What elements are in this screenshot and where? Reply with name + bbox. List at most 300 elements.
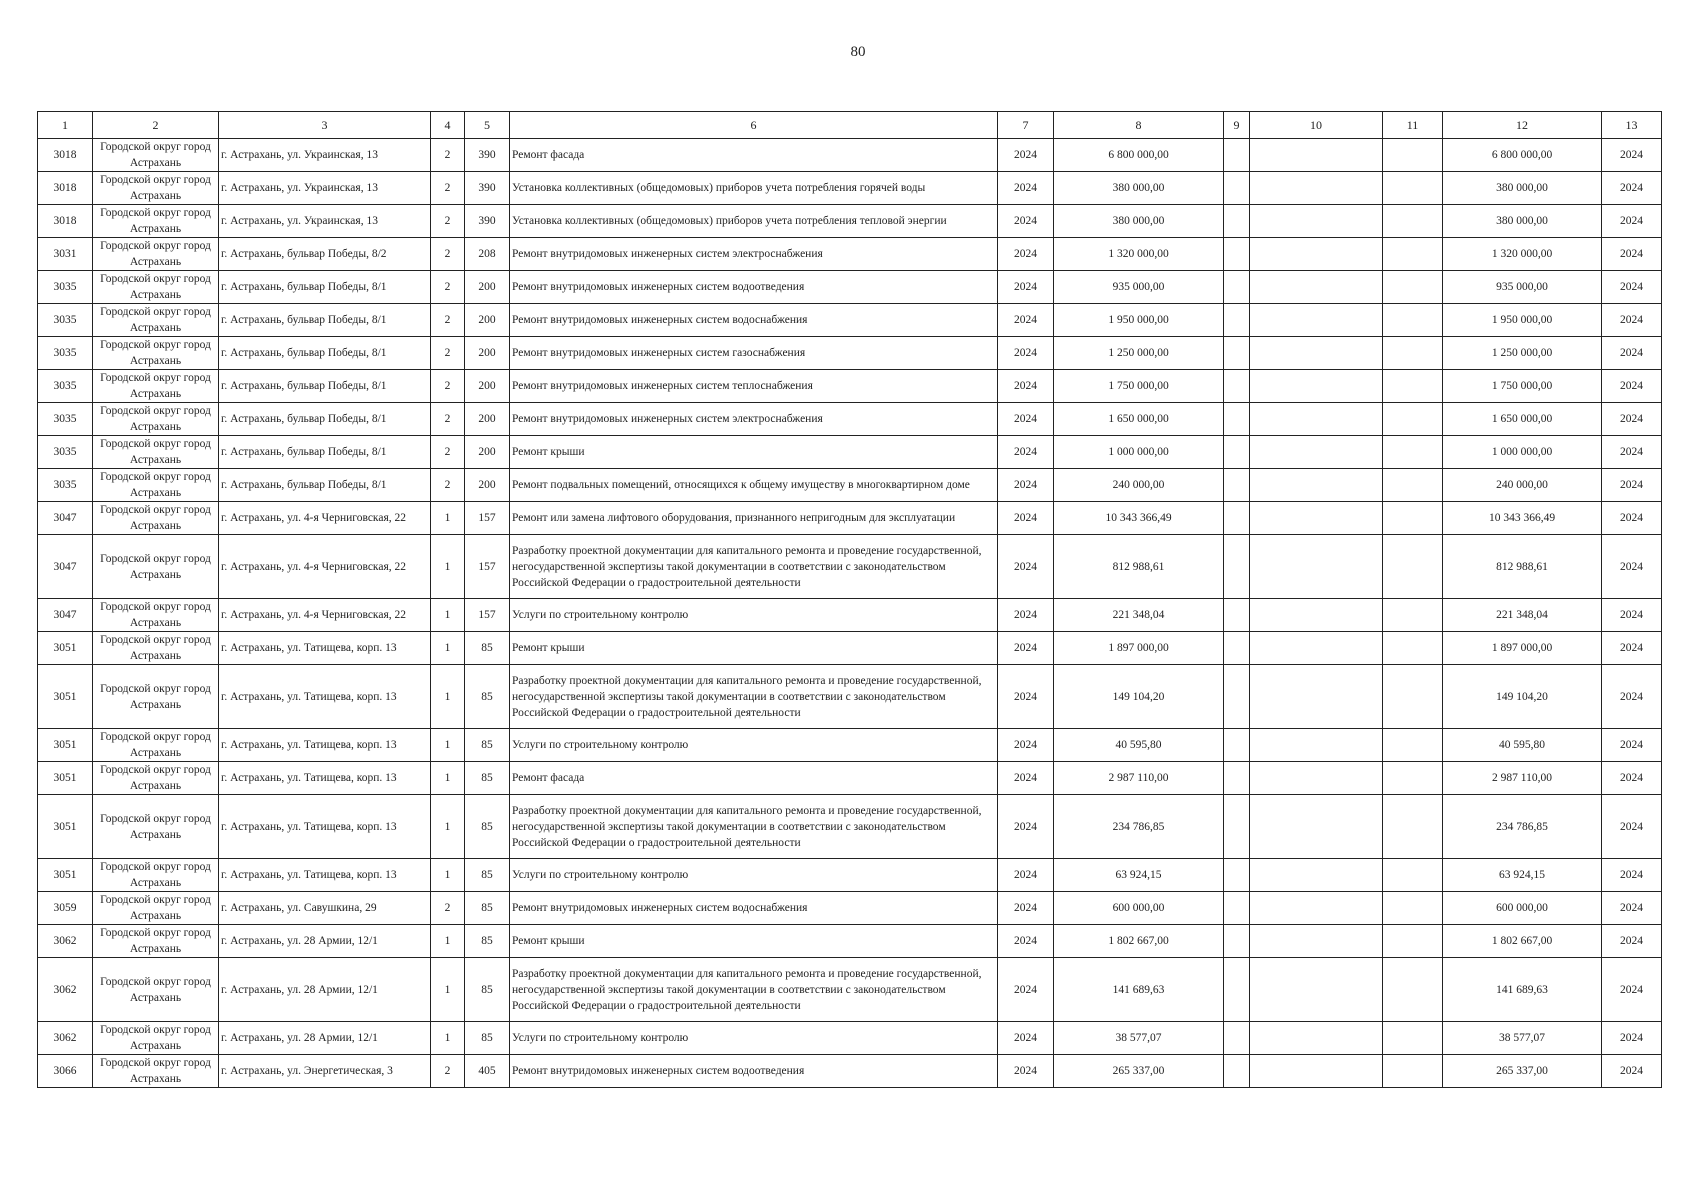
col11-cell: [1383, 403, 1443, 436]
house-id-cell: 3035: [38, 304, 93, 337]
total-cell: 1 802 667,00: [1443, 925, 1602, 958]
col-header: 12: [1443, 112, 1602, 139]
end-year-cell: 2024: [1602, 925, 1662, 958]
cost-cell: 1 650 000,00: [1054, 403, 1224, 436]
work-type-cell: Ремонт внутридомовых инженерных систем водоснабжения: [510, 892, 998, 925]
col10-cell: [1250, 795, 1383, 859]
year-cell: 2024: [998, 469, 1054, 502]
year-cell: 2024: [998, 859, 1054, 892]
col9-cell: [1224, 599, 1250, 632]
col11-cell: [1383, 271, 1443, 304]
address-cell: г. Астрахань, ул. Татищева, корп. 13: [219, 665, 431, 729]
cost-cell: 265 337,00: [1054, 1055, 1224, 1088]
municipality-cell: Городской округ город Астрахань: [93, 139, 219, 172]
cost-cell: 6 800 000,00: [1054, 139, 1224, 172]
cost-cell: 141 689,63: [1054, 958, 1224, 1022]
work-type-cell: Ремонт внутридомовых инженерных систем водоснабжения: [510, 304, 998, 337]
total-cell: 812 988,61: [1443, 535, 1602, 599]
address-cell: г. Астрахань, ул. Украинская, 13: [219, 172, 431, 205]
municipality-cell: Городской округ город Астрахань: [93, 599, 219, 632]
year-cell: 2024: [998, 172, 1054, 205]
cost-cell: 1 000 000,00: [1054, 436, 1224, 469]
table-row: [38, 599, 1662, 632]
table-row: [38, 436, 1662, 469]
work-type-cell: Ремонт внутридомовых инженерных систем электроснабжения: [510, 238, 998, 271]
house-id-cell: 3035: [38, 337, 93, 370]
total-cell: 1 250 000,00: [1443, 337, 1602, 370]
end-year-cell: 2024: [1602, 762, 1662, 795]
house-id-cell: 3062: [38, 925, 93, 958]
col9-cell: [1224, 762, 1250, 795]
house-id-cell: 3051: [38, 762, 93, 795]
year-cell: 2024: [998, 1022, 1054, 1055]
col10-cell: [1250, 337, 1383, 370]
year-cell: 2024: [998, 337, 1054, 370]
total-cell: 380 000,00: [1443, 205, 1602, 238]
house-id-cell: 3035: [38, 370, 93, 403]
table-row: [38, 1055, 1662, 1088]
table-row: [38, 139, 1662, 172]
col11-cell: [1383, 370, 1443, 403]
work-type-cell: Ремонт внутридомовых инженерных систем электроснабжения: [510, 403, 998, 436]
year-cell: 2024: [998, 632, 1054, 665]
area-cell: 85: [465, 958, 510, 1022]
col11-cell: [1383, 304, 1443, 337]
table-row: [38, 762, 1662, 795]
municipality-cell: Городской округ город Астрахань: [93, 1055, 219, 1088]
address-cell: г. Астрахань, бульвар Победы, 8/2: [219, 238, 431, 271]
address-cell: г. Астрахань, ул. Татищева, корп. 13: [219, 632, 431, 665]
end-year-cell: 2024: [1602, 859, 1662, 892]
col9-cell: [1224, 535, 1250, 599]
page-number: 80: [850, 44, 866, 60]
col9-cell: [1224, 859, 1250, 892]
municipality-cell: Городской округ город Астрахань: [93, 859, 219, 892]
col11-cell: [1383, 665, 1443, 729]
col9-cell: [1224, 892, 1250, 925]
col10-cell: [1250, 925, 1383, 958]
col10-cell: [1250, 436, 1383, 469]
work-type-cell: Разработку проектной документации для капитального ремонта и проведение государственной, негосударственной экспертизы такой документации в соответствии с законодательством Российской Федерации о градостроительной деятельности: [510, 665, 998, 729]
year-cell: 2024: [998, 762, 1054, 795]
cost-cell: 935 000,00: [1054, 271, 1224, 304]
cost-cell: 38 577,07: [1054, 1022, 1224, 1055]
col9-cell: [1224, 304, 1250, 337]
address-cell: г. Астрахань, ул. Украинская, 13: [219, 139, 431, 172]
col10-cell: [1250, 271, 1383, 304]
house-id-cell: 3062: [38, 1022, 93, 1055]
address-cell: г. Астрахань, ул. 28 Армии, 12/1: [219, 925, 431, 958]
municipality-cell: Городской округ город Астрахань: [93, 535, 219, 599]
col11-cell: [1383, 925, 1443, 958]
floors-cell: 2: [431, 337, 465, 370]
address-cell: г. Астрахань, ул. 28 Армии, 12/1: [219, 1022, 431, 1055]
end-year-cell: 2024: [1602, 403, 1662, 436]
address-cell: г. Астрахань, бульвар Победы, 8/1: [219, 469, 431, 502]
col-header: 3: [219, 112, 431, 139]
municipality-cell: Городской округ город Астрахань: [93, 665, 219, 729]
end-year-cell: 2024: [1602, 502, 1662, 535]
col11-cell: [1383, 632, 1443, 665]
col10-cell: [1250, 892, 1383, 925]
floors-cell: 2: [431, 1055, 465, 1088]
year-cell: 2024: [998, 238, 1054, 271]
total-cell: 40 595,80: [1443, 729, 1602, 762]
address-cell: г. Астрахань, ул. 4-я Черниговская, 22: [219, 535, 431, 599]
col9-cell: [1224, 1022, 1250, 1055]
cost-cell: 380 000,00: [1054, 205, 1224, 238]
floors-cell: 1: [431, 729, 465, 762]
end-year-cell: 2024: [1602, 469, 1662, 502]
area-cell: 390: [465, 172, 510, 205]
address-cell: г. Астрахань, бульвар Победы, 8/1: [219, 271, 431, 304]
floors-cell: 1: [431, 925, 465, 958]
area-cell: 85: [465, 729, 510, 762]
address-cell: г. Астрахань, бульвар Победы, 8/1: [219, 370, 431, 403]
area-cell: 85: [465, 925, 510, 958]
house-id-cell: 3062: [38, 958, 93, 1022]
col10-cell: [1250, 1055, 1383, 1088]
house-id-cell: 3051: [38, 665, 93, 729]
col-header: 9: [1224, 112, 1250, 139]
total-cell: 1 897 000,00: [1443, 632, 1602, 665]
col11-cell: [1383, 729, 1443, 762]
address-cell: г. Астрахань, ул. Савушкина, 29: [219, 892, 431, 925]
area-cell: 200: [465, 271, 510, 304]
house-id-cell: 3047: [38, 535, 93, 599]
cost-cell: 380 000,00: [1054, 172, 1224, 205]
end-year-cell: 2024: [1602, 304, 1662, 337]
col11-cell: [1383, 599, 1443, 632]
col9-cell: [1224, 172, 1250, 205]
year-cell: 2024: [998, 271, 1054, 304]
floors-cell: 2: [431, 370, 465, 403]
house-id-cell: 3031: [38, 238, 93, 271]
col-header: 4: [431, 112, 465, 139]
cost-cell: 1 750 000,00: [1054, 370, 1224, 403]
municipality-cell: Городской округ город Астрахань: [93, 337, 219, 370]
col11-cell: [1383, 139, 1443, 172]
table-row: [38, 403, 1662, 436]
table-row: [38, 632, 1662, 665]
total-cell: 1 650 000,00: [1443, 403, 1602, 436]
area-cell: 85: [465, 859, 510, 892]
municipality-cell: Городской округ город Астрахань: [93, 502, 219, 535]
col10-cell: [1250, 502, 1383, 535]
area-cell: 200: [465, 469, 510, 502]
table-row: [38, 271, 1662, 304]
end-year-cell: 2024: [1602, 238, 1662, 271]
area-cell: 200: [465, 337, 510, 370]
header-row: [38, 112, 1662, 139]
table-row: [38, 370, 1662, 403]
col9-cell: [1224, 632, 1250, 665]
cost-cell: 1 897 000,00: [1054, 632, 1224, 665]
floors-cell: 2: [431, 304, 465, 337]
municipality-cell: Городской округ город Астрахань: [93, 304, 219, 337]
area-cell: 200: [465, 436, 510, 469]
work-type-cell: Ремонт внутридомовых инженерных систем водоотведения: [510, 1055, 998, 1088]
col10-cell: [1250, 403, 1383, 436]
col9-cell: [1224, 337, 1250, 370]
cost-cell: 149 104,20: [1054, 665, 1224, 729]
col10-cell: [1250, 958, 1383, 1022]
work-type-cell: Ремонт крыши: [510, 925, 998, 958]
table-row: [38, 238, 1662, 271]
end-year-cell: 2024: [1602, 370, 1662, 403]
year-cell: 2024: [998, 436, 1054, 469]
col9-cell: [1224, 729, 1250, 762]
cost-cell: 2 987 110,00: [1054, 762, 1224, 795]
table-row: [38, 892, 1662, 925]
municipality-cell: Городской округ город Астрахань: [93, 469, 219, 502]
year-cell: 2024: [998, 304, 1054, 337]
col9-cell: [1224, 925, 1250, 958]
address-cell: г. Астрахань, ул. 28 Армии, 12/1: [219, 958, 431, 1022]
house-id-cell: 3066: [38, 1055, 93, 1088]
house-id-cell: 3035: [38, 436, 93, 469]
col11-cell: [1383, 535, 1443, 599]
col10-cell: [1250, 205, 1383, 238]
work-type-cell: Ремонт внутридомовых инженерных систем теплоснабжения: [510, 370, 998, 403]
area-cell: 85: [465, 632, 510, 665]
house-id-cell: 3059: [38, 892, 93, 925]
col10-cell: [1250, 665, 1383, 729]
cost-cell: 10 343 366,49: [1054, 502, 1224, 535]
year-cell: 2024: [998, 795, 1054, 859]
work-type-cell: Разработку проектной документации для капитального ремонта и проведение государственной, негосударственной экспертизы такой документации в соответствии с законодательством Российской Федерации о градостроительной деятельности: [510, 958, 998, 1022]
municipality-cell: Городской округ город Астрахань: [93, 795, 219, 859]
table-row: [38, 925, 1662, 958]
floors-cell: 1: [431, 632, 465, 665]
col10-cell: [1250, 1022, 1383, 1055]
address-cell: г. Астрахань, бульвар Победы, 8/1: [219, 304, 431, 337]
municipality-cell: Городской округ город Астрахань: [93, 632, 219, 665]
floors-cell: 1: [431, 502, 465, 535]
total-cell: 2 987 110,00: [1443, 762, 1602, 795]
end-year-cell: 2024: [1602, 436, 1662, 469]
total-cell: 63 924,15: [1443, 859, 1602, 892]
floors-cell: 2: [431, 436, 465, 469]
col9-cell: [1224, 665, 1250, 729]
col10-cell: [1250, 535, 1383, 599]
col10-cell: [1250, 370, 1383, 403]
work-type-cell: Разработку проектной документации для капитального ремонта и проведение государственной, негосударственной экспертизы такой документации в соответствии с законодательством Российской Федерации о градостроительной деятельности: [510, 535, 998, 599]
cost-cell: 63 924,15: [1054, 859, 1224, 892]
municipality-cell: Городской округ город Астрахань: [93, 1022, 219, 1055]
area-cell: 200: [465, 304, 510, 337]
work-type-cell: Установка коллективных (общедомовых) приборов учета потребления тепловой энергии: [510, 205, 998, 238]
year-cell: 2024: [998, 892, 1054, 925]
col10-cell: [1250, 729, 1383, 762]
end-year-cell: 2024: [1602, 205, 1662, 238]
work-type-cell: Установка коллективных (общедомовых) приборов учета потребления горячей воды: [510, 172, 998, 205]
col11-cell: [1383, 958, 1443, 1022]
area-cell: 200: [465, 370, 510, 403]
capital-repair-table: [37, 111, 1662, 1088]
col-header: 2: [93, 112, 219, 139]
col11-cell: [1383, 502, 1443, 535]
floors-cell: 2: [431, 205, 465, 238]
work-type-cell: Ремонт крыши: [510, 436, 998, 469]
col11-cell: [1383, 1022, 1443, 1055]
municipality-cell: Городской округ город Астрахань: [93, 403, 219, 436]
table-row: [38, 795, 1662, 859]
col9-cell: [1224, 271, 1250, 304]
address-cell: г. Астрахань, ул. 4-я Черниговская, 22: [219, 599, 431, 632]
cost-cell: 600 000,00: [1054, 892, 1224, 925]
address-cell: г. Астрахань, ул. Энергетическая, 3: [219, 1055, 431, 1088]
area-cell: 157: [465, 599, 510, 632]
work-type-cell: Услуги по строительному контролю: [510, 859, 998, 892]
col10-cell: [1250, 139, 1383, 172]
year-cell: 2024: [998, 502, 1054, 535]
house-id-cell: 3051: [38, 729, 93, 762]
work-type-cell: Услуги по строительному контролю: [510, 599, 998, 632]
floors-cell: 1: [431, 795, 465, 859]
municipality-cell: Городской округ город Астрахань: [93, 271, 219, 304]
work-type-cell: Ремонт крыши: [510, 632, 998, 665]
year-cell: 2024: [998, 370, 1054, 403]
floors-cell: 2: [431, 403, 465, 436]
col9-cell: [1224, 436, 1250, 469]
floors-cell: 1: [431, 1022, 465, 1055]
col9-cell: [1224, 238, 1250, 271]
municipality-cell: Городской округ город Астрахань: [93, 958, 219, 1022]
work-type-cell: Ремонт внутридомовых инженерных систем водоотведения: [510, 271, 998, 304]
year-cell: 2024: [998, 535, 1054, 599]
municipality-cell: Городской округ город Астрахань: [93, 925, 219, 958]
col11-cell: [1383, 172, 1443, 205]
col9-cell: [1224, 1055, 1250, 1088]
year-cell: 2024: [998, 729, 1054, 762]
col9-cell: [1224, 469, 1250, 502]
table-row: [38, 502, 1662, 535]
floors-cell: 1: [431, 599, 465, 632]
total-cell: 240 000,00: [1443, 469, 1602, 502]
area-cell: 157: [465, 535, 510, 599]
cost-cell: 1 250 000,00: [1054, 337, 1224, 370]
work-type-cell: Ремонт подвальных помещений, относящихся к общему имуществу в многоквартирном доме: [510, 469, 998, 502]
work-type-cell: Ремонт фасада: [510, 762, 998, 795]
municipality-cell: Городской округ город Астрахань: [93, 762, 219, 795]
col-header: 6: [510, 112, 998, 139]
house-id-cell: 3018: [38, 205, 93, 238]
floors-cell: 2: [431, 271, 465, 304]
area-cell: 85: [465, 892, 510, 925]
work-type-cell: Услуги по строительному контролю: [510, 729, 998, 762]
col-header: 8: [1054, 112, 1224, 139]
end-year-cell: 2024: [1602, 892, 1662, 925]
end-year-cell: 2024: [1602, 599, 1662, 632]
end-year-cell: 2024: [1602, 172, 1662, 205]
table-row: [38, 1022, 1662, 1055]
col10-cell: [1250, 238, 1383, 271]
floors-cell: 2: [431, 238, 465, 271]
house-id-cell: 3035: [38, 271, 93, 304]
total-cell: 221 348,04: [1443, 599, 1602, 632]
col10-cell: [1250, 599, 1383, 632]
address-cell: г. Астрахань, ул. Татищева, корп. 13: [219, 762, 431, 795]
total-cell: 1 320 000,00: [1443, 238, 1602, 271]
col9-cell: [1224, 403, 1250, 436]
house-id-cell: 3018: [38, 172, 93, 205]
col-header: 13: [1602, 112, 1662, 139]
area-cell: 390: [465, 205, 510, 238]
total-cell: 935 000,00: [1443, 271, 1602, 304]
end-year-cell: 2024: [1602, 729, 1662, 762]
cost-cell: 812 988,61: [1054, 535, 1224, 599]
col9-cell: [1224, 370, 1250, 403]
cost-cell: 40 595,80: [1054, 729, 1224, 762]
cost-cell: 1 950 000,00: [1054, 304, 1224, 337]
col-header: 10: [1250, 112, 1383, 139]
col10-cell: [1250, 172, 1383, 205]
work-type-cell: Ремонт фасада: [510, 139, 998, 172]
col-header: 11: [1383, 112, 1443, 139]
end-year-cell: 2024: [1602, 632, 1662, 665]
work-type-cell: Ремонт внутридомовых инженерных систем газоснабжения: [510, 337, 998, 370]
end-year-cell: 2024: [1602, 795, 1662, 859]
municipality-cell: Городской округ город Астрахань: [93, 729, 219, 762]
work-type-cell: Услуги по строительному контролю: [510, 1022, 998, 1055]
floors-cell: 2: [431, 172, 465, 205]
floors-cell: 1: [431, 535, 465, 599]
table-row: [38, 859, 1662, 892]
end-year-cell: 2024: [1602, 665, 1662, 729]
year-cell: 2024: [998, 958, 1054, 1022]
floors-cell: 1: [431, 762, 465, 795]
table-row: [38, 729, 1662, 762]
col9-cell: [1224, 958, 1250, 1022]
year-cell: 2024: [998, 925, 1054, 958]
table-row: [38, 304, 1662, 337]
address-cell: г. Астрахань, ул. Татищева, корп. 13: [219, 859, 431, 892]
address-cell: г. Астрахань, ул. Татищева, корп. 13: [219, 729, 431, 762]
total-cell: 1 750 000,00: [1443, 370, 1602, 403]
address-cell: г. Астрахань, бульвар Победы, 8/1: [219, 337, 431, 370]
work-type-cell: Разработку проектной документации для капитального ремонта и проведение государственной, негосударственной экспертизы такой документации в соответствии с законодательством Российской Федерации о градостроительной деятельности: [510, 795, 998, 859]
table-row: [38, 535, 1662, 599]
cost-cell: 234 786,85: [1054, 795, 1224, 859]
area-cell: 390: [465, 139, 510, 172]
end-year-cell: 2024: [1602, 139, 1662, 172]
area-cell: 200: [465, 403, 510, 436]
address-cell: г. Астрахань, бульвар Победы, 8/1: [219, 403, 431, 436]
table-row: [38, 469, 1662, 502]
col9-cell: [1224, 205, 1250, 238]
house-id-cell: 3051: [38, 795, 93, 859]
total-cell: 234 786,85: [1443, 795, 1602, 859]
table-row: [38, 172, 1662, 205]
end-year-cell: 2024: [1602, 1055, 1662, 1088]
year-cell: 2024: [998, 205, 1054, 238]
total-cell: 1 000 000,00: [1443, 436, 1602, 469]
house-id-cell: 3051: [38, 632, 93, 665]
year-cell: 2024: [998, 403, 1054, 436]
address-cell: г. Астрахань, ул. 4-я Черниговская, 22: [219, 502, 431, 535]
house-id-cell: 3035: [38, 469, 93, 502]
col-header: 1: [38, 112, 93, 139]
col10-cell: [1250, 859, 1383, 892]
total-cell: 380 000,00: [1443, 172, 1602, 205]
total-cell: 149 104,20: [1443, 665, 1602, 729]
floors-cell: 2: [431, 892, 465, 925]
year-cell: 2024: [998, 139, 1054, 172]
total-cell: 1 950 000,00: [1443, 304, 1602, 337]
col10-cell: [1250, 304, 1383, 337]
col10-cell: [1250, 469, 1383, 502]
